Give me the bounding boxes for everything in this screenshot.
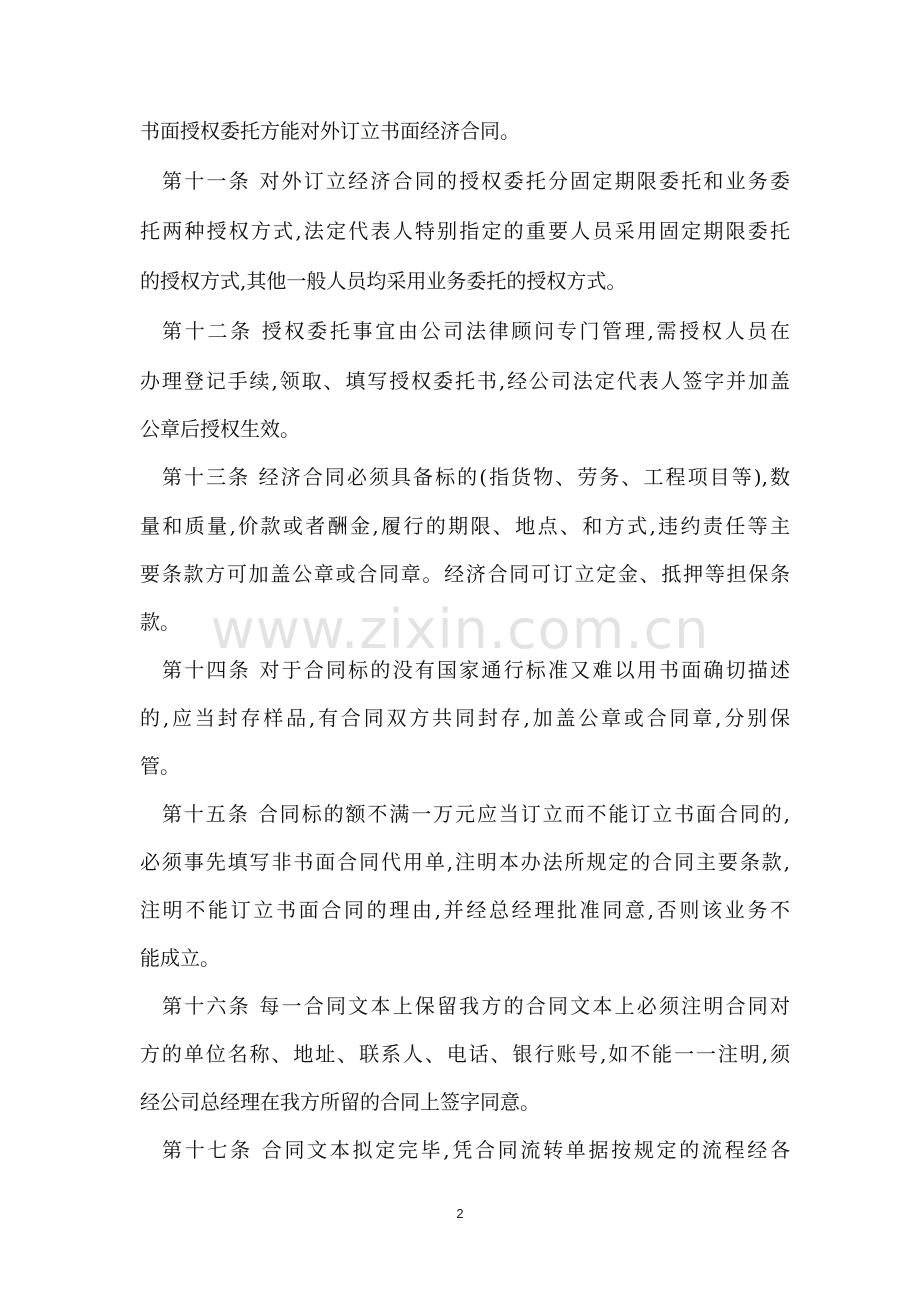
text-line: 的,应当封存样品,有合同双方共同封存,加盖公章或合同章,分别保 <box>140 706 790 730</box>
text-line: 能成立。 <box>140 946 220 970</box>
text-line: 方的单位名称、地址、联系人、电话、银行账号,如不能一一注明,须 <box>140 1042 790 1066</box>
text-line: 量和质量,价款或者酬金,履行的期限、地点、和方式,违约责任等主 <box>140 514 790 538</box>
article-17-line-1: 第十七条 合同文本拟定完毕,凭合同流转单据按规定的流程经各 <box>162 1138 790 1162</box>
text-line: 办理登记手续,领取、填写授权委托书,经公司法定代表人签字并加盖 <box>140 369 790 393</box>
text-line: 书面授权委托方能对外订立书面经济合同。 <box>140 119 520 143</box>
article-14-line-1: 第十四条 对于合同标的没有国家通行标准又难以用书面确切描述 <box>162 658 790 682</box>
article-11-line-1: 第十一条 对外订立经济合同的授权委托分固定期限委托和业务委 <box>162 169 790 193</box>
article-13-line-1: 第十三条 经济合同必须具备标的(指货物、劳务、工程项目等),数 <box>162 465 790 489</box>
article-15-line-1: 第十五条 合同标的额不满一万元应当订立而不能订立书面合同的, <box>162 802 790 826</box>
page-number: 2 <box>456 1206 464 1221</box>
text-line: 经公司总经理在我方所留的合同上签字同意。 <box>140 1090 540 1114</box>
watermark: www.zixin.com.cn <box>210 598 710 661</box>
text-line: 托两种授权方式,法定代表人特别指定的重要人员采用固定期限委托 <box>140 219 790 243</box>
text-line: 款。 <box>140 610 180 634</box>
article-12-line-1: 第十二条 授权委托事宜由公司法律顾问专门管理,需授权人员在 <box>162 319 790 343</box>
text-line: 必须事先填写非书面合同代用单,注明本办法所规定的合同主要条款, <box>140 850 790 874</box>
text-line: 管。 <box>140 754 180 778</box>
text-line: 的授权方式,其他一般人员均采用业务委托的授权方式。 <box>140 269 627 293</box>
article-16-line-1: 第十六条 每一合同文本上保留我方的合同文本上必须注明合同对 <box>162 994 790 1018</box>
text-line: 公章后授权生效。 <box>140 417 300 441</box>
text-line: 注明不能订立书面合同的理由,并经总经理批准同意,否则该业务不 <box>140 898 790 922</box>
text-line: 要条款方可加盖公章或合同章。经济合同可订立定金、抵押等担保条 <box>140 562 790 586</box>
